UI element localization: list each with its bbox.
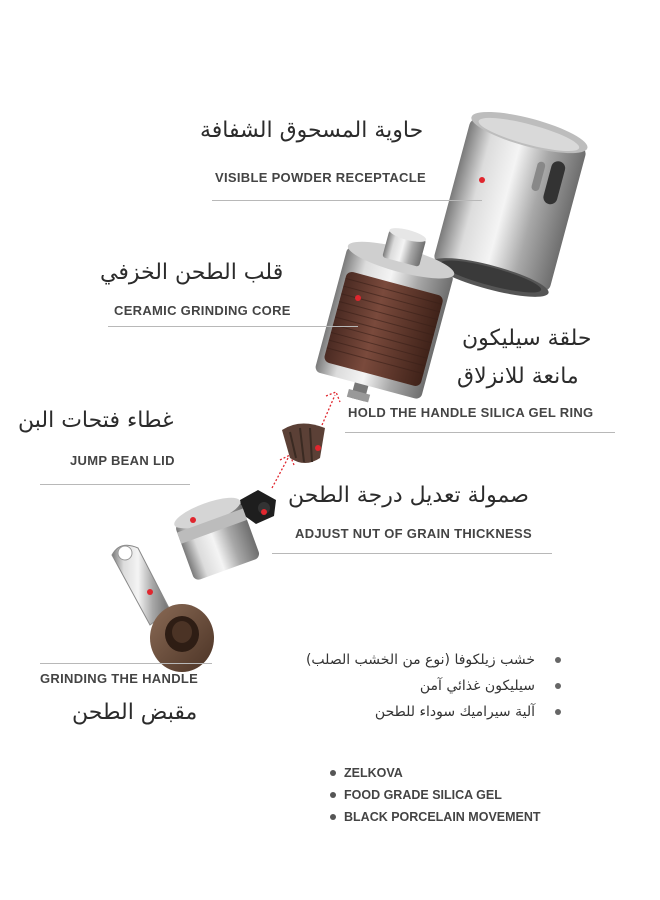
core-label-en: CERAMIC GRINDING CORE — [114, 303, 291, 318]
ring-label-ar-line2: مانعة للانزلاق — [457, 364, 579, 389]
nut-label-en: ADJUST NUT OF GRAIN THICKNESS — [295, 526, 532, 541]
leader-line-ring — [345, 432, 615, 433]
receptacle-label-ar: حاوية المسحوق الشفافة — [200, 118, 424, 143]
nut-label-ar: صمولة تعديل درجة الطحن — [288, 483, 529, 508]
feature-item-en: ZELKOVA — [328, 762, 541, 784]
leader-line-receptacle — [212, 200, 482, 201]
handle-label-ar: مقبض الطحن — [72, 700, 198, 725]
ring-label-en: HOLD THE HANDLE SILICA GEL RING — [348, 405, 594, 420]
lid-label-ar: غطاء فتحات البن — [18, 408, 174, 433]
ring-label-ar-line1: حلقة سيليكون — [462, 326, 592, 351]
leader-line-nut — [272, 553, 552, 554]
feature-item-ar: آلية سيراميك سوداء للطحن — [306, 699, 565, 725]
feature-item-en: FOOD GRADE SILICA GEL — [328, 784, 541, 806]
feature-item-ar: خشب زيلكوفا (نوع من الخشب الصلب) — [306, 647, 565, 673]
conical-burr — [282, 423, 325, 463]
features-list-en — [328, 762, 541, 828]
feature-item-en: BLACK PORCELAIN MOVEMENT — [328, 806, 541, 828]
handle-label-en: GRINDING THE HANDLE — [40, 671, 199, 686]
leader-line-lid — [40, 484, 190, 485]
receptacle-label-en: VISIBLE POWDER RECEPTACLE — [215, 170, 426, 185]
leader-line-core — [108, 326, 358, 327]
lid-label-en: JUMP BEAN LID — [70, 453, 175, 468]
feature-item-ar: سيليكون غذائي آمن — [306, 673, 565, 699]
core-label-ar: قلب الطحن الخزفي — [100, 260, 284, 285]
features-list-ar — [306, 647, 565, 725]
leader-line-handle — [40, 663, 212, 664]
